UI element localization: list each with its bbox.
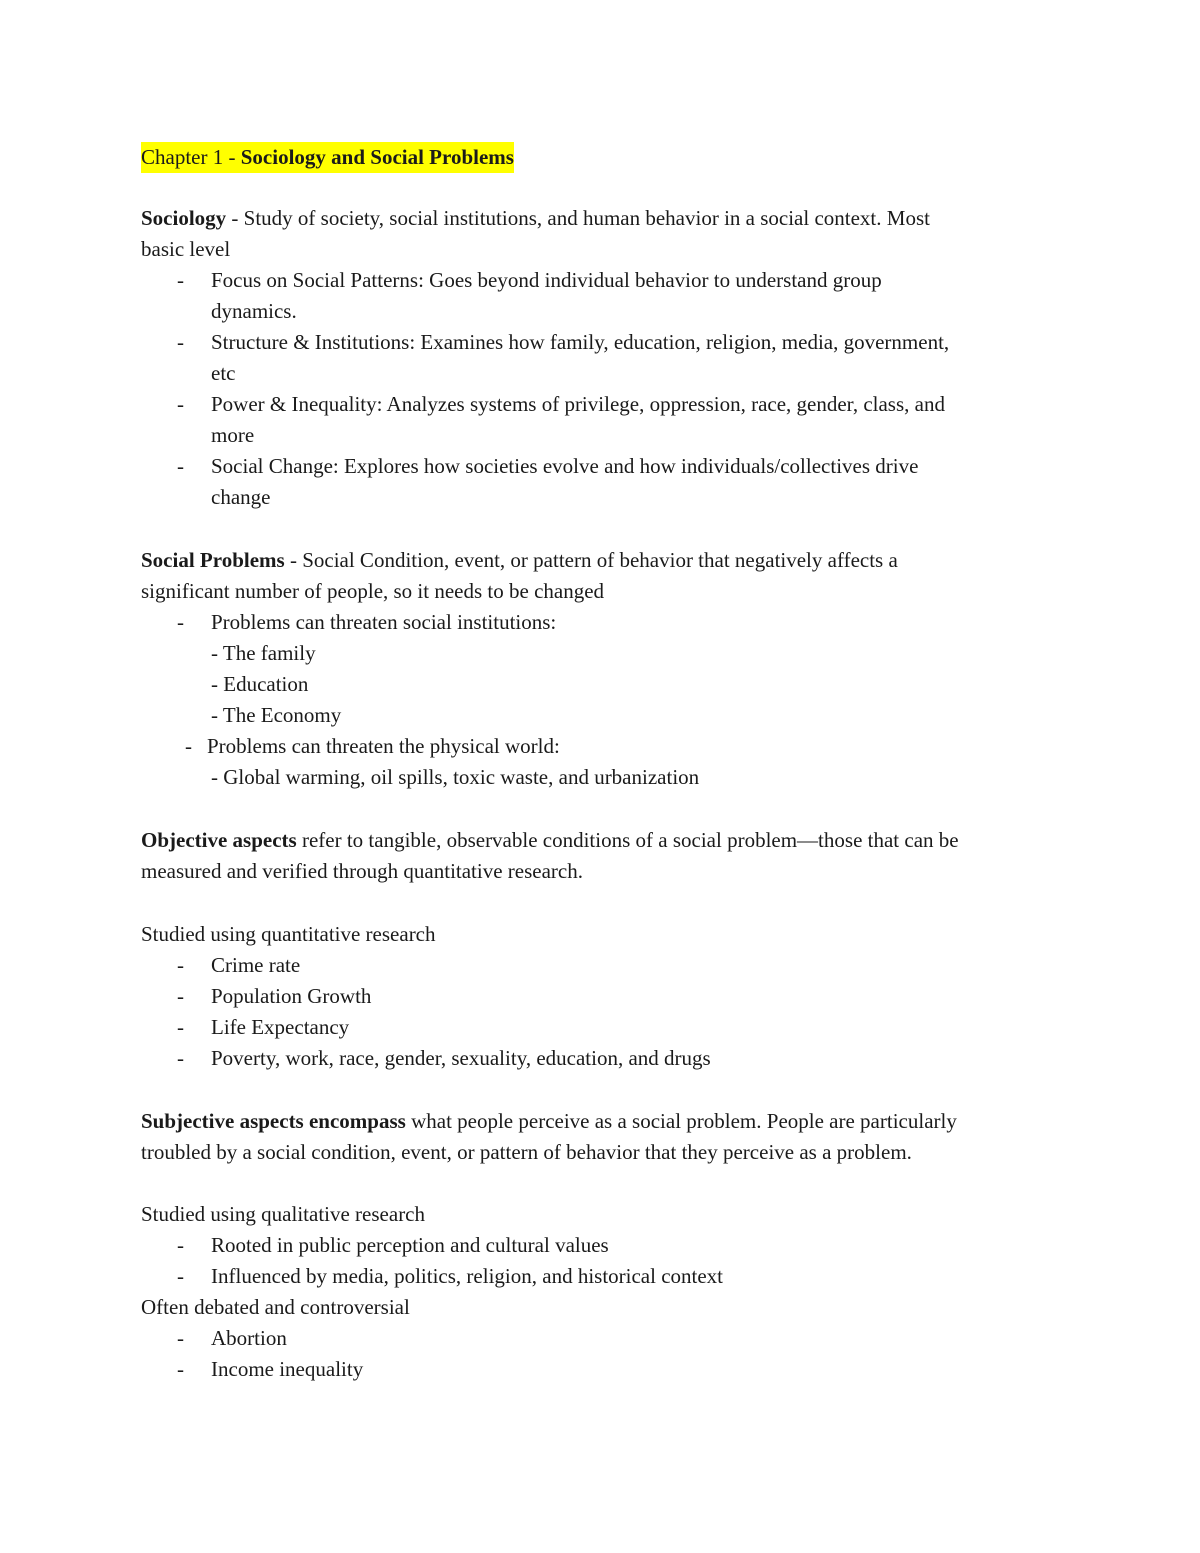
subjective-debated: Often debated and controversial <box>141 1295 410 1319</box>
social-problems-definition-line2: significant number of people, so it needs to be changed <box>141 579 605 603</box>
subjective-line1 <box>141 1106 957 1137</box>
objective-bullet-crime: Crime rate <box>211 953 301 977</box>
bullet-dash: - <box>177 610 184 634</box>
subjective-bullet-abortion: Abortion <box>211 1326 287 1350</box>
bullet-dash: - <box>177 1326 184 1350</box>
bullet-dash: - <box>177 1046 184 1070</box>
subjective-text: what people perceive as a social problem. People are particularly <box>405 1109 957 1133</box>
sociology-term: Sociology <box>141 206 227 230</box>
sociology-bullet-1-line1: Focus on Social Patterns: Goes beyond individual behavior to understand group <box>211 268 882 292</box>
sociology-bullet-2-line2: etc <box>211 361 236 385</box>
sociology-bullet-4-line2: change <box>211 485 271 509</box>
sociology-bullet-4-line1: Social Change: Explores how societies evolve and how individuals/collectives drive <box>211 454 919 478</box>
social-problems-sub-economy: - The Economy <box>211 703 342 727</box>
social-problems-sub-global: - Global warming, oil spills, toxic waste, and urbanization <box>211 765 700 789</box>
sociology-def-text: - Study of society, social institutions, and human behavior in a social context. Most <box>226 206 930 230</box>
bullet-dash: - <box>177 1015 184 1039</box>
sociology-definition-line2: basic level <box>141 237 231 261</box>
subjective-bullet-rooted: Rooted in public perception and cultural values <box>211 1233 609 1257</box>
bullet-dash: - <box>177 953 184 977</box>
sociology-bullet-2-line1: Structure & Institutions: Examines how family, education, religion, media, government, <box>211 330 950 354</box>
subjective-bullet-influenced: Influenced by media, politics, religion, and historical context <box>211 1264 724 1288</box>
subjective-studied: Studied using qualitative research <box>141 1202 426 1226</box>
chapter-title <box>141 142 514 173</box>
social-problems-definition-line1 <box>141 545 898 576</box>
objective-studied: Studied using quantitative research <box>141 922 436 946</box>
social-problems-def-text: - Social Condition, event, or pattern of behavior that negatively affects a <box>284 548 898 572</box>
social-problems-bullet-institutions: Problems can threaten social institutions: <box>211 610 557 634</box>
objective-line1 <box>141 825 959 856</box>
social-problems-sub-education: - Education <box>211 672 309 696</box>
objective-bullet-poverty: Poverty, work, race, gender, sexuality, education, and drugs <box>211 1046 711 1070</box>
subjective-term: Subjective aspects encompass <box>141 1109 406 1133</box>
bullet-dash: - <box>177 1233 184 1257</box>
sociology-definition-line1 <box>141 203 930 234</box>
objective-term: Objective aspects <box>141 828 297 852</box>
chapter-title-bold: Sociology and Social Problems <box>240 145 514 169</box>
bullet-dash: - <box>177 984 184 1008</box>
sociology-bullet-3-line2: more <box>211 423 255 447</box>
subjective-bullet-income: Income inequality <box>211 1357 364 1381</box>
chapter-title-prefix: Chapter 1 - <box>141 145 241 169</box>
bullet-dash: - <box>177 454 184 478</box>
objective-bullet-population: Population Growth <box>211 984 372 1008</box>
objective-line2: measured and verified through quantitative research. <box>141 859 583 883</box>
bullet-dash: - <box>177 392 184 416</box>
objective-bullet-life: Life Expectancy <box>211 1015 350 1039</box>
bullet-dash: - <box>177 1264 184 1288</box>
bullet-dash: - <box>185 734 192 758</box>
social-problems-sub-family: - The family <box>211 641 316 665</box>
bullet-dash: - <box>177 1357 184 1381</box>
social-problems-bullet-physical: Problems can threaten the physical world: <box>207 734 560 758</box>
objective-text: refer to tangible, observable conditions of a social problem—those that can be <box>296 828 959 852</box>
social-problems-term: Social Problems <box>141 548 285 572</box>
bullet-dash: - <box>177 330 184 354</box>
sociology-bullet-3-line1: Power & Inequality: Analyzes systems of privilege, oppression, race, gender, class, and <box>211 392 945 416</box>
subjective-line2: troubled by a social condition, event, or pattern of behavior that they perceive as a problem. <box>141 1140 912 1164</box>
sociology-bullet-1-line2: dynamics. <box>211 299 297 323</box>
bullet-dash: - <box>177 268 184 292</box>
